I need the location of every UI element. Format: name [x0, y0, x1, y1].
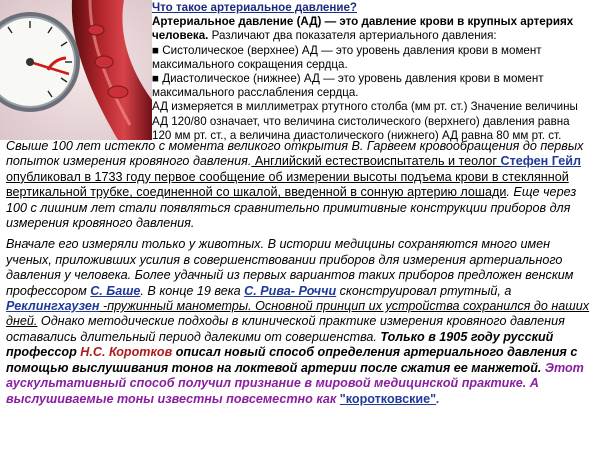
- definition-text: Артериальное давление (АД) — это давление крови в крупных артериях человека. Различают два показателя артериального давления:: [152, 15, 574, 43]
- units-text: АД измеряется в миллиметрах ртутного столба (мм рт. ст.) Значение величины АД 120/80 означает, что величина систолического (верхнего) давления равна 120 мм рт. ст., а величина диастолического (нижнего) АД равна 80 мм рт. ст.: [152, 100, 578, 142]
- korotkov-sounds-term: "коротковские": [339, 391, 437, 406]
- article-body: [6, 139, 596, 413]
- paragraph-1: Свыше 100 лет истекло с момента великого открытия В. Гарвеем кровообращения до первых попыток измерения кровяного давления. Английский естествоиспытатель и теолог Стефен Гейл опубликовал в 1733 году первое сообщение об измерении высоты подъема крови в стеклянной вертикальной трубке, соединенной со шкалой, введенной в сонную артерию лошади. Еще через 100 с лишним лет стали появляться сравнительно примитивные конструкции приборов для измерения кровяного давления.: [6, 139, 584, 231]
- question-heading: Что такое артериальное давление?: [152, 1, 358, 14]
- blood-pressure-gauge-and-artery-image: [0, 0, 152, 140]
- paragraph-2: Вначале его измеряли только у животных. В истории медицины сохраняются много имен ученых, приложивших усилия в совершенствовании приборов для измерения артериального давления у человека. Более удачный из первых вариантов таких приборов предложен венским профессором С. Баше. В конце 19 века С. Рива- Роччи сконструировал ртутный, а Реклингхаузен -пружинный манометры. Основной принцип их устройства сохранился до наших дней. Однако методические подходы в клинической практике измерения кровяного давления оставались длительный период далекими от совершенства. Только в 1905 году русский профессор Н.С. Коротков описал новый способ определения артериального давления с помощью выслушивания тонов на локтевой артерии после сжатия ее манжетой. Этот аускультативный способ получил признание в мировой медицинской практике. А выслушиваемые тоны известны повсеместно как "коротковские".: [6, 237, 590, 406]
- person-gale: Стефен Гейл: [500, 154, 581, 169]
- person-recklinghausen: Реклингхаузен: [6, 299, 100, 314]
- diastolic-text: ■ Диастолическое (нижнее) АД — это уровень давления крови в момент максимального расслабления сердца.: [152, 72, 544, 100]
- person-riva-rocci: С. Рива- Роччи: [244, 283, 337, 298]
- person-bashe: С. Баше: [90, 283, 141, 298]
- person-korotkov: Н.С. Коротков: [80, 345, 173, 360]
- systolic-text: ■ Систолическое (верхнее) АД — это уровень давления крови в момент максимального сокращения сердца.: [152, 43, 542, 71]
- definition-block: [152, 1, 592, 143]
